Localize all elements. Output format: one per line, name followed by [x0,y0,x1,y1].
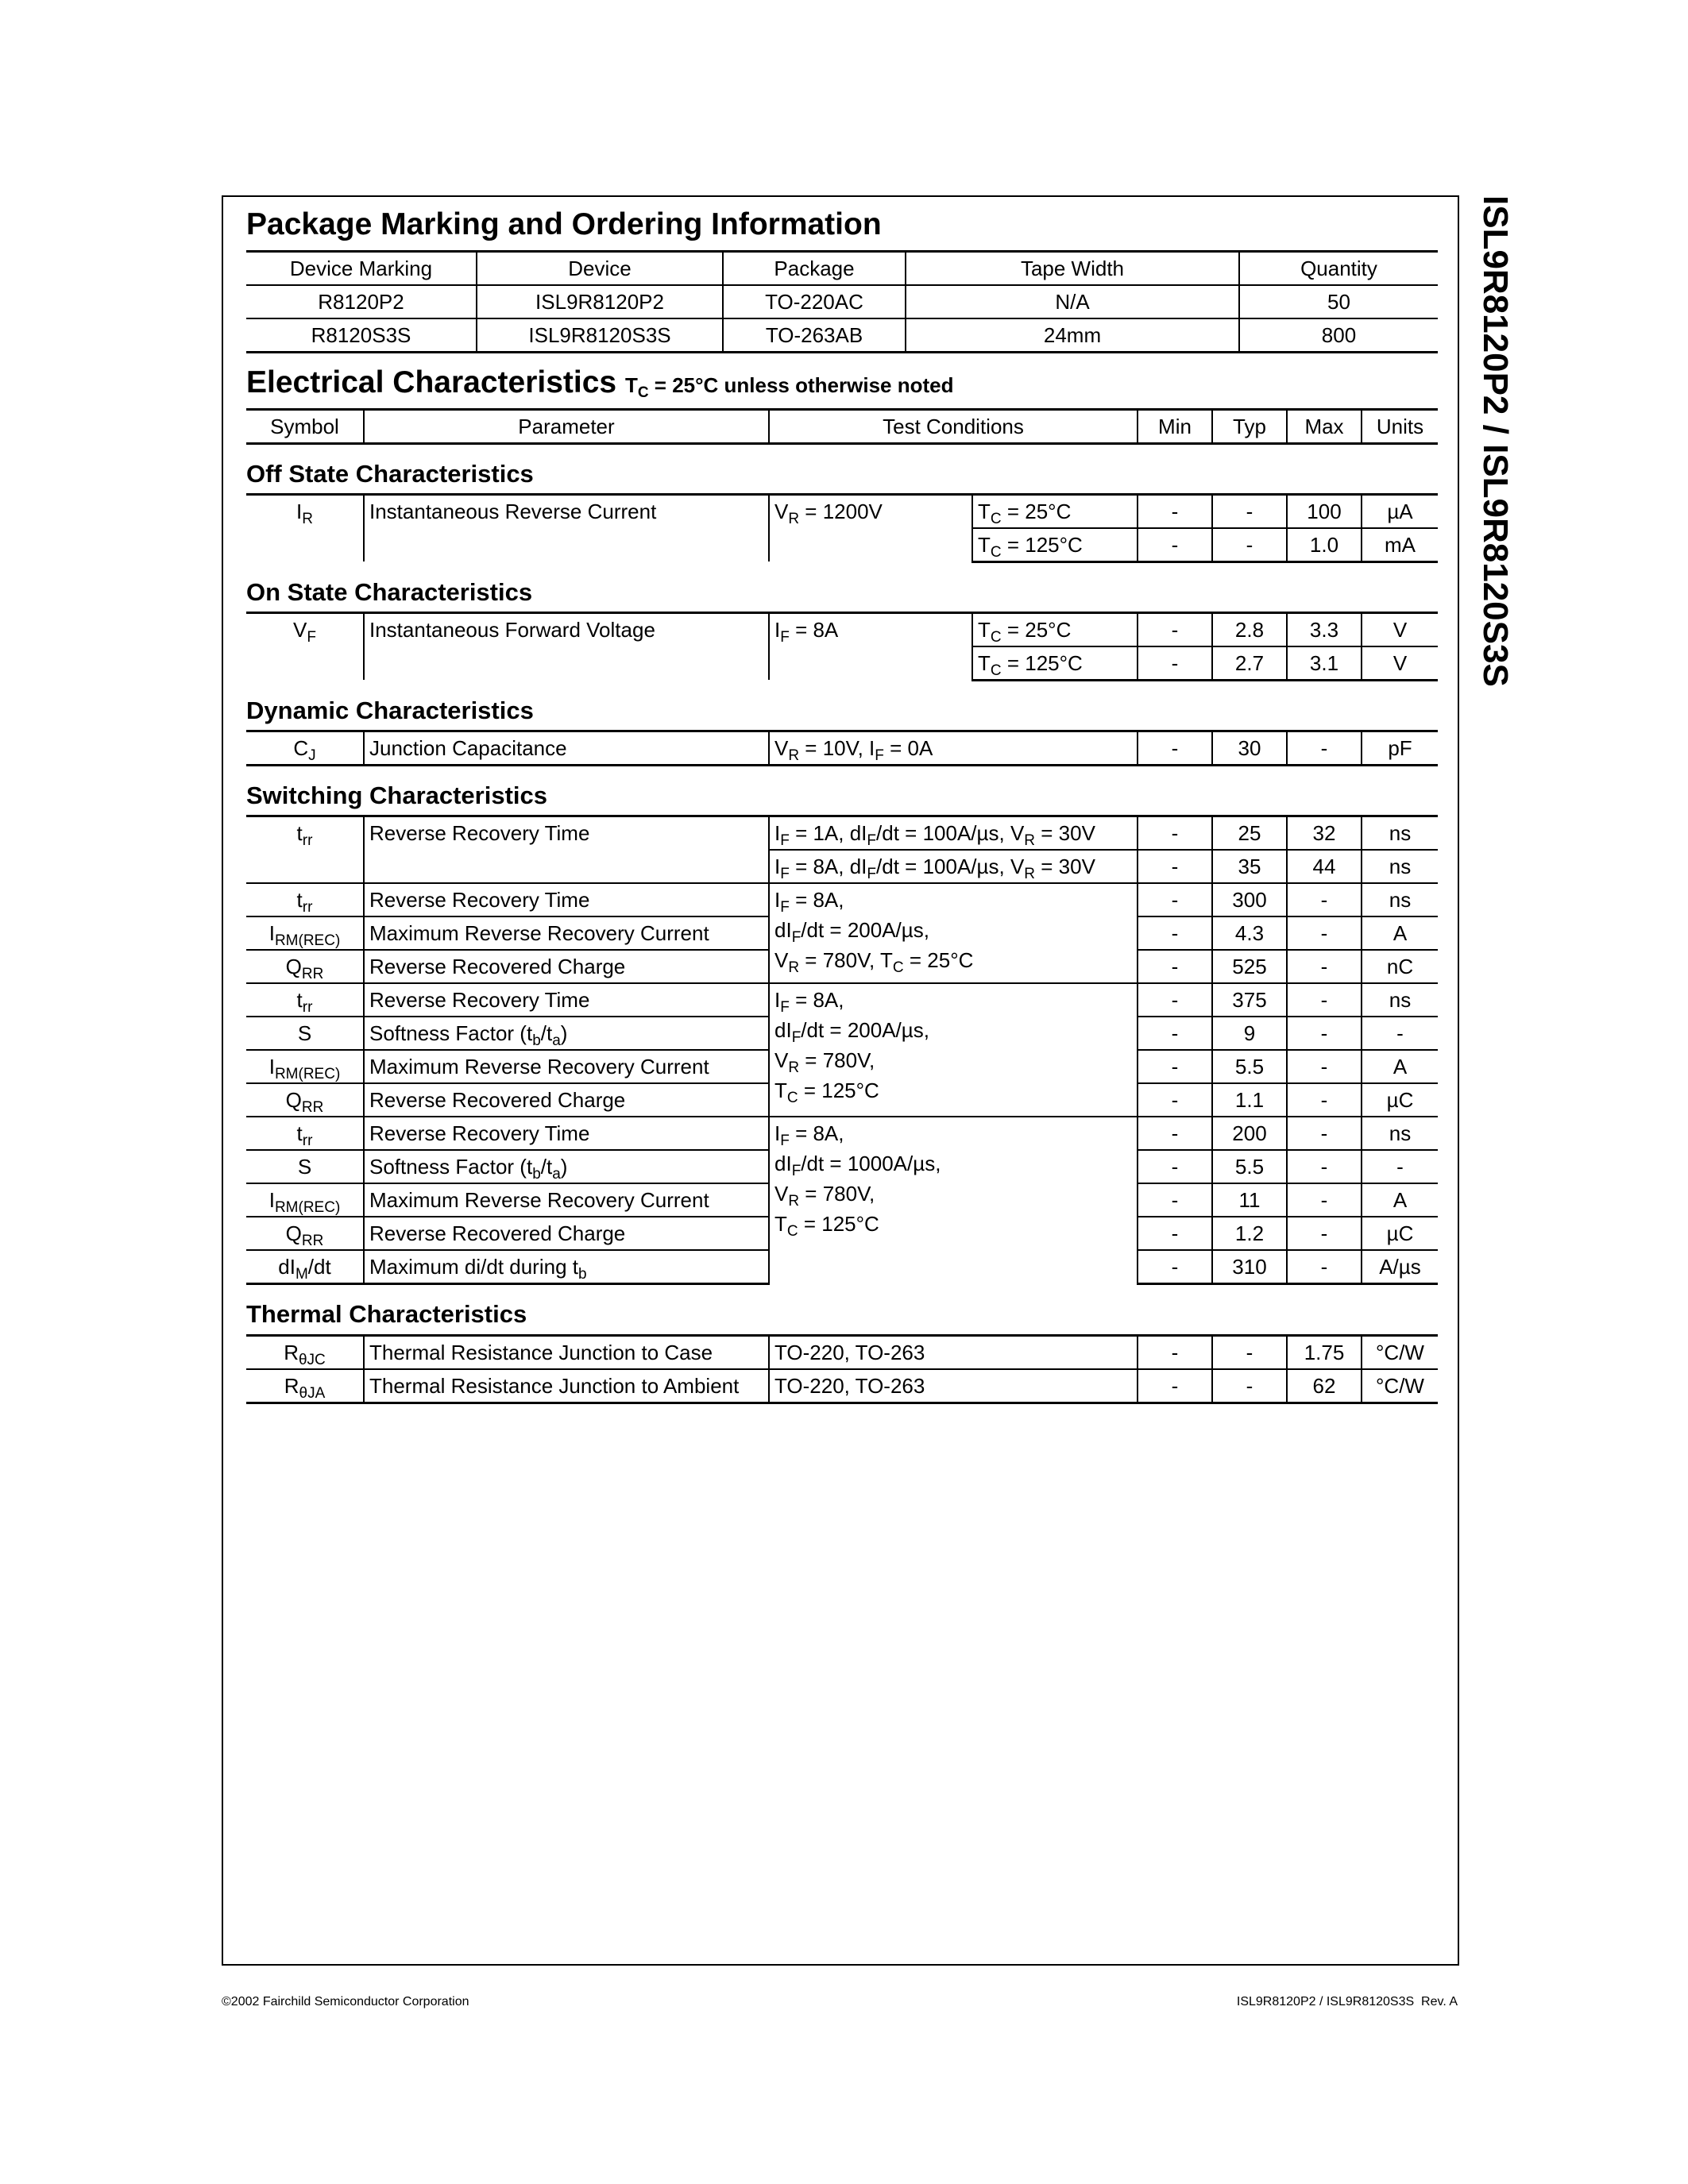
symbol-sub: rr [302,832,313,850]
package-header-cell: Tape Width [906,251,1239,285]
package-header-row [246,251,1438,285]
cond-text: V [774,499,789,523]
symbol-cell [246,494,364,561]
param-sub: b [577,1266,587,1283]
table-row [246,983,1438,1017]
cond-text: = 125°C [798,1212,879,1237]
typ-cell: 4.3 [1212,916,1287,950]
symbol-cell [246,1335,364,1369]
typ-cell: 2.7 [1212,646,1287,681]
package-cell: R8120P2 [318,289,404,314]
typ-cell: 310 [1212,1250,1287,1284]
table-row [246,731,1438,766]
max-cell: - [1287,1083,1362,1117]
symbol-text: I [268,921,275,946]
cond-text: /dt = 100A/µs, V [876,855,1025,879]
package-cell: R8120S3S [246,318,477,353]
symbol-sub: rr [302,899,313,916]
min-cell: - [1138,983,1212,1017]
symbol-sub: RM(REC) [274,1199,341,1217]
symbol-cell [246,816,364,884]
cond-text: = 125°C [798,1078,879,1103]
symbol-cell [246,1183,364,1217]
parameter-cell [364,1017,769,1050]
max-cell: - [1287,1217,1362,1250]
min-cell: - [1138,1117,1212,1150]
symbol-cell [246,1217,364,1250]
parameter-cell: Junction Capacitance [364,731,769,766]
table-row [246,1369,1438,1403]
package-row [246,318,1438,353]
cond-text: = 1A, dI [789,821,867,846]
unit-cell: µC [1362,1083,1438,1117]
package-table [246,250,1438,353]
symbol-text: t [296,888,303,913]
cond-text: = 780V, T [799,948,893,973]
typ-cell: 30 [1212,731,1287,766]
tc-text: = 125°C [1001,532,1083,557]
footer-copyright: ©2002 Fairchild Semiconductor Corporation [222,1995,469,2008]
param-text: Softness Factor (t [369,1155,533,1179]
typ-cell: 2.8 [1212,612,1287,646]
symbol-sub: rr [302,999,313,1017]
unit-cell: ns [1362,1117,1438,1150]
max-cell: 100 [1287,494,1362,528]
cond-sub: F [780,899,790,916]
symbol-sub: RR [301,1099,324,1117]
typ-cell: 525 [1212,950,1287,983]
tc-sub: C [990,662,1002,679]
typ-cell: 35 [1212,850,1287,883]
cond-sub: R [788,747,800,765]
cond-sub: R [1024,832,1036,850]
side-title [1473,195,1517,751]
symbol-text: t [296,988,303,1013]
cond-text: V [774,736,789,761]
parameter-cell: Reverse Recovery Time [364,816,769,884]
min-cell: - [1138,816,1212,851]
condition-cell [769,494,972,561]
header-cell: Typ [1212,409,1287,443]
symbol-cell [246,1369,364,1403]
symbol-cell: S [246,1150,364,1183]
min-cell: - [1138,731,1212,766]
header-cell: Max [1287,409,1362,443]
package-cell: 800 [1239,318,1438,353]
cond-text: I [774,617,781,642]
param-text: Softness Factor (t [369,1021,533,1046]
condition-cell: $I_F = 1A$, $dI_F/dt = 100A/\mu s$, $V_R = 30V$ [769,816,1138,851]
parameter-cell: Maximum Reverse Recovery Current [364,916,769,950]
package-header-cell: Device Marking [246,251,477,285]
cond-sub: F [867,866,877,883]
cond-sub: R [788,1193,800,1210]
symbol-sub: R [302,510,313,527]
max-cell: 3.1 [1287,646,1362,681]
max-cell: 32 [1287,816,1362,851]
cond-text: = 8A [789,617,839,642]
side-title-text: ISL9R8120P2 / ISL9R8120S3S [1476,195,1515,687]
cond-sub: F [791,929,802,947]
header-cell: Test Conditions [769,409,1138,443]
cond-sub: F [791,1163,802,1180]
min-cell: - [1138,646,1212,681]
tc-sub: C [990,628,1002,646]
electrical-note [624,372,954,401]
cond-text: = 30V [1035,821,1095,846]
table-row [246,1335,1438,1369]
package-header-cell: Device [477,251,723,285]
electrical-header-row [246,409,1438,443]
symbol-text: t [296,821,303,846]
tc-sub: C [990,543,1002,561]
package-cell: 24mm [906,318,1239,353]
cond-text: = 30V [1035,855,1095,879]
cond-sub: F [791,1029,802,1047]
tc-text: = 25°C [1001,499,1072,523]
min-cell: - [1138,528,1212,562]
min-cell: - [1138,916,1212,950]
param-text: /t [540,1155,553,1179]
header-cell: Parameter [364,409,769,443]
symbol-sub: RM(REC) [274,932,341,950]
min-cell: - [1138,1369,1212,1403]
unit-cell: ns [1362,883,1438,916]
param-text: ) [560,1155,568,1179]
table-row [246,612,1438,646]
symbol-sub: θJA [299,1384,326,1402]
unit-cell: A [1362,1183,1438,1217]
max-cell: - [1287,883,1362,916]
table-row [246,494,1438,528]
symbol-text: R [284,1373,299,1398]
min-cell: - [1138,1017,1212,1050]
cond-sub: F [867,832,877,850]
max-cell: - [1287,1050,1362,1083]
unit-cell: pF [1362,731,1438,766]
tc-cell: $T_C = 125^\circ C$ [972,528,1138,562]
param-sub: b [532,1032,541,1050]
symbol-text: Q [285,1088,302,1113]
cond-text: /dt = 200A/µs, [801,918,929,943]
typ-cell: - [1212,1369,1287,1403]
cond-text: /dt = 100A/µs, V [876,821,1025,846]
typ-cell: 5.5 [1212,1050,1287,1083]
unit-cell: A/µs [1362,1250,1438,1284]
unit-cell: ns [1362,983,1438,1017]
cond-sub: R [1024,866,1036,883]
symbol-text: Q [285,1221,302,1246]
switching-table [246,815,1438,1285]
symbol-sub: M [295,1266,308,1283]
unit-cell: °C/W [1362,1335,1438,1369]
electrical-title [246,365,1438,402]
min-cell: - [1138,950,1212,983]
cond-sub: C [786,1090,798,1107]
min-cell: - [1138,1183,1212,1217]
header-cell: Units [1362,409,1438,443]
footer-doc-id: ISL9R8120P2 / ISL9R8120S3S Rev. A [1236,1995,1458,2008]
cond-text: = 0A [883,736,933,761]
cond-sub: F [780,628,790,646]
cond-text: /dt = 1000A/µs, [801,1152,941,1176]
thermal-table [246,1334,1438,1404]
on-state-title: On State Characteristics [246,577,533,606]
unit-cell: - [1362,1017,1438,1050]
cond-text: = 780V, [799,1048,875,1073]
max-cell: 62 [1287,1369,1362,1403]
parameter-cell: Reverse Recovery Time [364,883,769,916]
cond-sub: R [788,959,800,977]
min-cell: - [1138,1050,1212,1083]
typ-cell: 300 [1212,883,1287,916]
symbol-cell [246,1050,364,1083]
package-cell: ISL9R8120P2 [477,285,723,318]
symbol-text: I [296,499,303,523]
symbol-text: dI [278,1255,295,1279]
tc-cell: $T_C = 125^\circ C$ [972,646,1138,681]
min-cell: - [1138,1250,1212,1284]
max-cell: - [1287,1183,1362,1217]
table-row [246,883,1438,916]
unit-cell: nC [1362,950,1438,983]
unit-cell: µA [1362,494,1438,528]
param-text: Maximum di/dt during t [369,1255,578,1279]
max-cell: 44 [1287,850,1362,883]
symbol-sub: rr [302,1133,313,1150]
note-sub: C [637,384,649,401]
parameter-cell: Instantaneous Reverse Current [364,494,769,561]
unit-cell: - [1362,1150,1438,1183]
header-cell: Symbol [246,409,364,443]
symbol-sub: RM(REC) [274,1066,341,1083]
typ-cell: - [1212,1335,1287,1369]
tc-cell: $T_C = 25^\circ C$ [972,494,1138,528]
parameter-cell [364,1150,769,1183]
param-text: ) [560,1021,568,1046]
typ-cell: - [1212,494,1287,528]
package-header-cell: Package [723,251,906,285]
typ-cell: 1.2 [1212,1217,1287,1250]
max-cell: 1.75 [1287,1335,1362,1369]
typ-cell: - [1212,528,1287,562]
cond-sub: F [780,866,790,883]
param-text: /t [540,1021,553,1046]
symbol-text: Q [285,955,302,979]
parameter-cell: Thermal Resistance Junction to Case [364,1335,769,1369]
unit-cell: A [1362,916,1438,950]
min-cell: - [1138,1335,1212,1369]
cond-sub: C [786,1223,798,1241]
package-header-cell: Quantity [1239,251,1438,285]
unit-cell: ns [1362,850,1438,883]
electrical-title-text: Electrical Characteristics [246,365,617,399]
symbol-cell [246,983,364,1017]
min-cell: - [1138,1217,1212,1250]
max-cell: - [1287,916,1362,950]
param-sub: b [532,1166,541,1183]
cond-sub: F [780,999,790,1017]
thermal-title: Thermal Characteristics [246,1300,527,1329]
symbol-cell [246,731,364,766]
symbol-cell: S [246,1017,364,1050]
header-cell: Min [1138,409,1212,443]
unit-cell: A [1362,1050,1438,1083]
unit-cell: mA [1362,528,1438,562]
max-cell: - [1287,1017,1362,1050]
symbol-cell [246,916,364,950]
symbol-sub: F [307,628,316,646]
symbol-sub: J [308,747,316,765]
package-cell: ISL9R8120S3S [477,318,723,353]
note-text: = 25°C unless otherwise noted [648,372,954,397]
tc-cell: $T_C = 25^\circ C$ [972,612,1138,646]
symbol-sub: RR [301,1233,324,1250]
symbol-cell [246,883,364,916]
symbol-cell [246,612,364,680]
typ-cell: 11 [1212,1183,1287,1217]
cond-sub: C [892,959,904,977]
parameter-cell: Reverse Recovered Charge [364,950,769,983]
switching-title: Switching Characteristics [246,781,548,810]
parameter-cell: Maximum Reverse Recovery Current [364,1183,769,1217]
param-sub: a [552,1166,561,1183]
symbol-text: I [268,1055,275,1079]
condition-cell: $I_F = 8A$, $dI_F/dt = 1000A/\mu s$, $V_R = 780V$, $T_C = 125^\circ C$ [769,1117,1138,1284]
min-cell: - [1138,1150,1212,1183]
cond-text: = 8A, [789,888,844,913]
condition-cell [769,731,1138,766]
off-state-title: Off State Characteristics [246,459,534,488]
condition-cell: $I_F = 8A$, $dI_F/dt = 200A/\mu s$, $V_R = 780V$, $T_C = 25^\circ C$ [769,883,1138,983]
symbol-sub: RR [301,966,324,983]
parameter-cell: Reverse Recovered Charge [364,1217,769,1250]
condition-cell: TO-220, TO-263 [769,1369,1138,1403]
cond-text: = 8A, [789,988,844,1013]
package-cell: 50 [1239,285,1438,318]
typ-cell: 1.1 [1212,1083,1287,1117]
max-cell: - [1287,983,1362,1017]
symbol-text: /dt [307,1255,331,1279]
max-cell: - [1287,950,1362,983]
dynamic-table [246,730,1438,766]
condition-cell: TO-220, TO-263 [769,1335,1138,1369]
parameter-cell: Thermal Resistance Junction to Ambient [364,1369,769,1403]
symbol-sub: θJC [298,1351,326,1368]
typ-cell: 375 [1212,983,1287,1017]
tc-text: = 25°C [1001,617,1072,642]
package-cell: TO-263AB [723,318,906,353]
min-cell: - [1138,494,1212,528]
cond-text: = 25°C [903,948,974,973]
typ-cell: 25 [1212,816,1287,851]
cond-text: /dt = 200A/µs, [801,1018,929,1043]
max-cell: - [1287,731,1362,766]
cond-sub: R [788,510,800,527]
symbol-cell [246,1250,364,1284]
condition-cell: $I_F = 8A$, $dI_F/dt = 200A/\mu s$, $V_R = 780V$, $T_C = 125^\circ C$ [769,983,1138,1117]
typ-cell: 5.5 [1212,1150,1287,1183]
condition-cell [769,612,972,680]
parameter-cell: Reverse Recovered Charge [364,1083,769,1117]
symbol-text: I [268,1188,275,1213]
off-state-table [246,493,1438,563]
max-cell: - [1287,1150,1362,1183]
cond-text: = 780V, [799,1182,875,1206]
parameter-cell: Reverse Recovery Time [364,1117,769,1150]
on-state-table [246,612,1438,681]
package-cell: N/A [906,285,1239,318]
package-row [246,285,1438,318]
cond-sub: F [780,1133,790,1150]
package-cell: TO-220AC [723,285,906,318]
unit-cell: ns [1362,816,1438,851]
cond-sub: R [788,1059,800,1077]
min-cell: - [1138,883,1212,916]
cond-text: = 1200V [799,499,883,523]
cond-text: = 10V, I [799,736,875,761]
min-cell: - [1138,1083,1212,1117]
symbol-cell [246,1117,364,1150]
symbol-text: C [293,736,309,761]
typ-cell: 9 [1212,1017,1287,1050]
min-cell: - [1138,612,1212,646]
tc-text: = 125°C [1001,650,1083,675]
note-text: T [624,372,638,397]
unit-cell: µC [1362,1217,1438,1250]
unit-cell: °C/W [1362,1369,1438,1403]
symbol-cell [246,950,364,983]
condition-cell: $I_F = 8A$, $dI_F/dt = 100A/\mu s$, $V_R = 30V$ [769,850,1138,883]
unit-cell: V [1362,646,1438,681]
dynamic-title: Dynamic Characteristics [246,696,534,724]
datasheet-content [246,206,1438,1404]
unit-cell: V [1362,612,1438,646]
typ-cell: 200 [1212,1117,1287,1150]
min-cell: - [1138,850,1212,883]
symbol-text: R [284,1340,299,1364]
max-cell: - [1287,1117,1362,1150]
parameter-cell: Reverse Recovery Time [364,983,769,1017]
max-cell: - [1287,1250,1362,1284]
cond-text: = 8A, [789,1121,844,1146]
parameter-cell: Instantaneous Forward Voltage [364,612,769,680]
parameter-cell: Maximum Reverse Recovery Current [364,1050,769,1083]
cond-sub: F [875,747,884,765]
table-row [246,1117,1438,1150]
symbol-text: V [293,617,307,642]
parameter-cell [364,1250,769,1284]
electrical-header-table [246,408,1438,445]
cond-sub: F [780,832,790,850]
max-cell: 3.3 [1287,612,1362,646]
max-cell: 1.0 [1287,528,1362,562]
symbol-cell [246,1083,364,1117]
tc-sub: C [990,510,1002,527]
symbol-text: t [296,1121,303,1146]
cond-text: = 8A, dI [789,855,867,879]
package-title: Package Marking and Ordering Information [246,207,882,241]
param-sub: a [552,1032,561,1050]
table-row [246,816,1438,851]
